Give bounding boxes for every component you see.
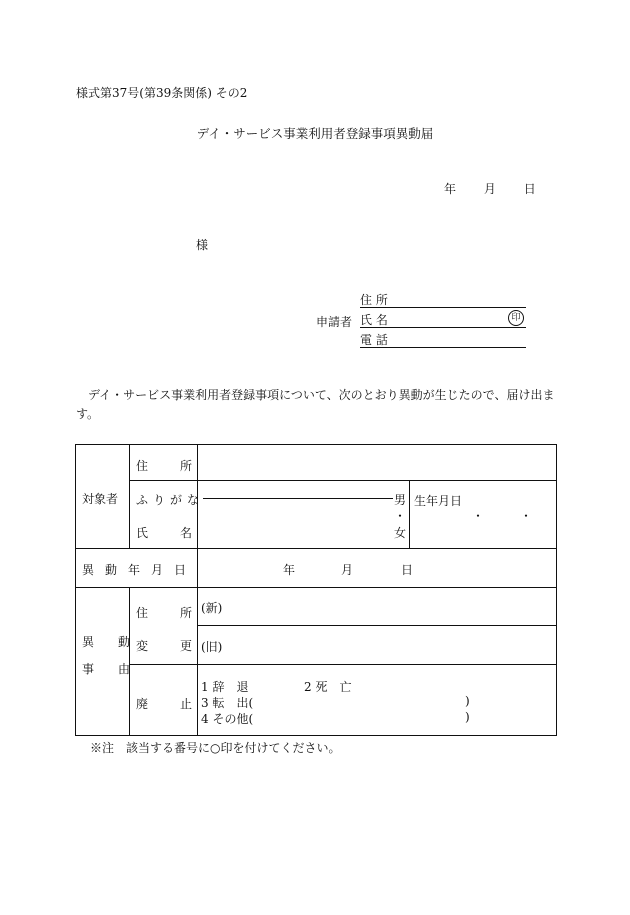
date-day-label: 日 bbox=[523, 182, 536, 196]
document-title: デイ・サービス事業利用者登録事項異動届 bbox=[196, 126, 434, 141]
option-1[interactable]: 1 辞 退 bbox=[201, 680, 249, 694]
reason-label-line2: 事 由 bbox=[82, 662, 131, 676]
applicant-name-label: 氏 名 bbox=[360, 313, 388, 327]
change-day-label: 日 bbox=[401, 563, 414, 577]
applicant-address-label: 住 所 bbox=[360, 293, 388, 307]
form-number: 様式第37号(第39条関係) その2 bbox=[76, 86, 248, 100]
option-4[interactable]: 4 その他( bbox=[201, 712, 254, 726]
footnote: ※注 該当する番号に○印を付けてください。 bbox=[90, 741, 341, 755]
applicant-name-line[interactable] bbox=[360, 311, 526, 328]
change-date-label: 異動年月日 bbox=[82, 563, 198, 577]
applicant-phone-label: 電 話 bbox=[360, 333, 388, 347]
applicant-address-line[interactable] bbox=[360, 291, 526, 308]
furigana-label: ふりがな bbox=[136, 493, 205, 507]
abolish-label: 廃 止 bbox=[136, 697, 192, 711]
date-year-label: 年 bbox=[444, 182, 457, 196]
address-field[interactable] bbox=[202, 450, 552, 476]
name-label: 氏 名 bbox=[136, 526, 192, 540]
date-line bbox=[444, 180, 536, 197]
seal-mark: 印 bbox=[508, 310, 524, 326]
subject-label: 対象者 bbox=[82, 492, 119, 506]
applicant-phone-line[interactable] bbox=[360, 331, 526, 348]
reason-label-line1: 異 動 bbox=[82, 635, 131, 649]
gender-male[interactable]: 男 bbox=[394, 493, 407, 507]
birthdate-field[interactable]: ・ ・ bbox=[472, 509, 533, 523]
intro-paragraph: デイ・サービス事業利用者登録事項について、次のとおり異動が生じたので、届け出ます。 bbox=[76, 388, 555, 421]
change-month-label: 月 bbox=[341, 563, 354, 577]
gender-female[interactable]: 女 bbox=[394, 526, 407, 540]
change-year-label: 年 bbox=[283, 563, 296, 577]
addressee-suffix: 様 bbox=[196, 238, 209, 252]
form-table bbox=[75, 444, 557, 736]
option-3[interactable]: 3 転 出( bbox=[201, 696, 254, 710]
date-month-label: 月 bbox=[483, 182, 496, 196]
gender-dot: ・ bbox=[394, 509, 407, 523]
address-change-label-2: 変 更 bbox=[136, 639, 192, 653]
option-2[interactable]: 2 死 亡 bbox=[304, 680, 352, 694]
name-field[interactable] bbox=[202, 484, 392, 544]
option-3-close: ) bbox=[465, 694, 470, 708]
address-label: 住 所 bbox=[136, 459, 192, 473]
address-change-label-1: 住 所 bbox=[136, 606, 192, 620]
new-address-field[interactable]: (新) bbox=[201, 601, 223, 615]
old-address-field[interactable]: (旧) bbox=[201, 640, 223, 654]
applicant-label: 申請者 bbox=[316, 315, 353, 329]
birthdate-label: 生年月日 bbox=[414, 494, 463, 508]
option-4-close: ) bbox=[465, 710, 470, 724]
